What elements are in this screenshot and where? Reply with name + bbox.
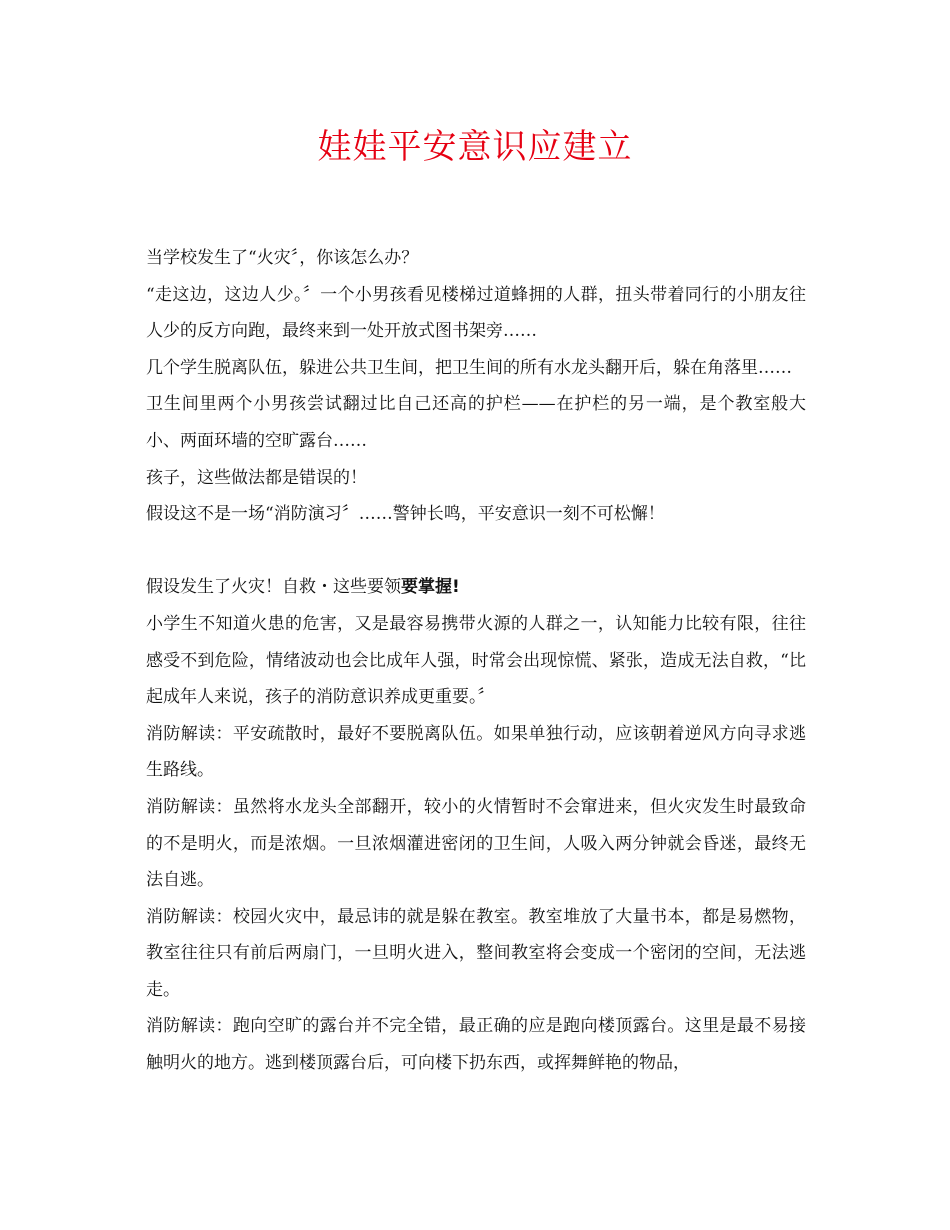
intro-paragraph-6: 假设这不是一场“消防演习〞……警钟长鸣，平安意识一刻不可松懈！ [146, 504, 665, 525]
paragraph-gap [146, 533, 806, 570]
body-paragraph-1: 小学生不知道火患的危害，又是最容易携带火源的人群之一，认知能力比较有限，往往感受不到危险，情绪波动也会比成年人强，时常会出现惊慌、紧张，造成无法自救，“比起成年人来说，孩子的消防意识养成更重要。〞 [146, 613, 806, 708]
intro-paragraph-2: “走这边，这边人少。〞一个小男孩看见楼梯过道蜂拥的人群，扭头带着同行的小朋友往人少的反方向跑，最终来到一处开放式图书架旁…… [146, 284, 806, 342]
document-title: 娃娃平安意识应建立 [317, 127, 633, 167]
intro-paragraph-4: 卫生间里两个小男孩尝试翻过比自己还高的护栏——在护栏的另一端，是个教室般大小、两面环墙的空旷露台…… [146, 394, 806, 451]
body-paragraph-5: 消防解读：跑向空旷的露台并不完全错，最正确的应是跑向楼顶露台。这里是最不易接触明火的地方。逃到楼顶露台后，可向楼下扔东西，或挥舞鲜艳的物品， [146, 1016, 806, 1074]
body-paragraph-4: 消防解读：校园火灾中，最忌讳的就是躲在教室。教室堆放了大量书本，都是易燃物，教室往往只有前后两扇门，一旦明火进入，整间教室将会变成一个密闭的空间，无法逃走。 [146, 906, 806, 1000]
body-paragraph-3: 消防解读：虽然将水龙头全部翻开，较小的火情暂时不会窜进来，但火灾发生时最致命的不是明火，而是浓烟。一旦浓烟灌进密闭的卫生间，人吸入两分钟就会昏迷，最终无法自逃。 [146, 796, 806, 891]
intro-paragraph-5: 孩子，这些做法都是错误的！ [146, 467, 367, 488]
section-heading [146, 569, 806, 606]
intro-paragraph-1: 当学校发生了“火灾〞，你该怎么办？ [146, 248, 419, 268]
document-body [146, 240, 806, 1082]
intro-paragraph-3: 几个学生脱离队伍，躲进公共卫生间，把卫生间的所有水龙头翻开后，躲在角落里…… [146, 357, 792, 378]
section-heading-emphasis: 要掌握! [401, 577, 460, 598]
section-heading-text: 假设发生了火灾！自救・这些要领 [146, 577, 401, 598]
body-paragraph-2: 消防解读：平安疏散时，最好不要脱离队伍。如果单独行动，应该朝着逆风方向寻求逃生路线。 [146, 723, 806, 781]
